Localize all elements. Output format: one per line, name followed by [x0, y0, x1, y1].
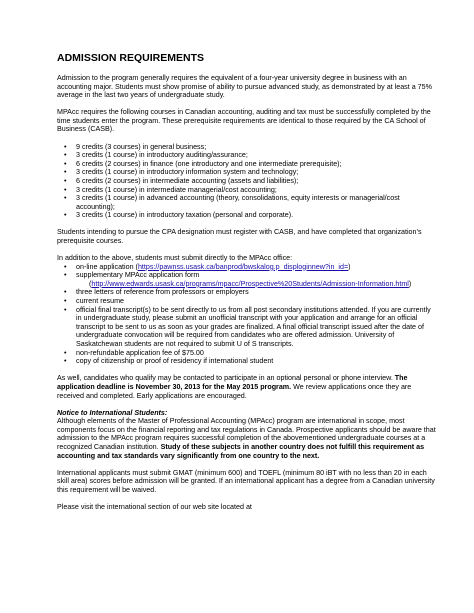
list-item: • 3 credits (1 course) in introductory auditing/assurance;	[57, 151, 438, 160]
deadline-text: The application deadline is November 30, 2013 for the May 2015 program.	[57, 374, 408, 391]
international-heading: Notice to International Students:	[57, 408, 168, 417]
review-text: We review applications once they are received and completed. Early applications are encouraged.	[57, 382, 412, 400]
interview-paragraph	[57, 374, 438, 400]
page-title: ADMISSION REQUIREMENTS	[57, 52, 205, 64]
submit-intro: In addition to the above, students must submit directly to the MPAcc office:	[57, 254, 293, 263]
list-item: • 6 credits (2 courses) in intermediate accounting (assets and liabilities);	[57, 177, 438, 186]
gmat-toefl-paragraph: International applicants must submit GMAT (minimum 600) and TOEFL (minimum 80 iBT with no less than 20 in each skill area) scores before admission will be granted. If an international applicant has a degree from a Canadian university this requirement will be waived.	[57, 468, 435, 494]
cpa-paragraph: Students intending to pursue the CPA designation must register with CASB, and have completed that organization’s prerequisite courses.	[57, 228, 422, 245]
international-notice	[57, 409, 438, 461]
supp-form-label: supplementary MPAcc application form	[76, 271, 200, 280]
list-item: • 9 credits (3 courses) in general business;	[57, 143, 438, 152]
website-paragraph: Please visit the international section of our web site located at	[57, 502, 252, 511]
course-list	[57, 143, 438, 220]
international-text: Although elements of the Master of Professional Accounting (MPAcc) program are international in scope, most components focus on the financial reporting and tax regulations in Canada. Prospective applicants should be aware that admission to the MPAcc program requires successful completion of the abovementioned undergraduate courses at a recognized Canadian institution.	[57, 417, 436, 451]
list-item: • 3 credits (1 course) in advanced accounting (theory, consolidations, equity interests or managerial/cost accounting);	[57, 194, 438, 211]
list-item: • three letters of reference from professors or employers	[57, 288, 438, 297]
list-item: • copy of citizenship or proof of residency if international student	[57, 357, 438, 366]
list-item: • 6 credits (2 courses) in finance (one introductory and one intermediate prerequisite);	[57, 160, 438, 169]
prerequisite-paragraph: MPAcc requires the following courses in Canadian accounting, auditing and tax must be successfully completed by the time students enter the program. These prerequisite requirements are identical to those required by the CA School of Business (CASB).	[57, 108, 431, 134]
list-item: • official final transcript(s) to be sent directly to us from all post secondary institutions attended. If you are currently in undergraduate study, please submit an unofficial transcript with your application and arrange for an official transcript to be sent to us as soon as your grades are finalized. A final official transcript issued after the date of undergraduate convocation will be required from candidates who are offered admission. University of Saskatchewan students are not required to submit U of S transcripts.	[57, 306, 438, 349]
online-application-link[interactable]: https://pawnss.usask.ca/banprod/bwskalog.p_disploginnew?in_id=	[137, 262, 349, 271]
list-item	[57, 263, 438, 272]
international-warning: Study of these subjects in another country does not fulfill this requirement as accounting and tax standards vary significantly from one country to the next.	[57, 442, 425, 460]
list-item: • current resume	[57, 297, 438, 306]
list-item: • supplementary MPAcc application form (http://www.edwards.usask.ca/programs/mpacc/Prospective%20Students/Admission-Information.html)	[57, 271, 438, 288]
online-app-suffix: )	[348, 262, 351, 271]
list-item: • non-refundable application fee of $75.00	[57, 349, 438, 358]
online-app-prefix: on-line application (	[76, 262, 138, 271]
list-item: • 3 credits (1 course) in intermediate managerial/cost accounting;	[57, 186, 438, 195]
list-item: • 3 credits (1 course) in introductory information system and technology;	[57, 168, 438, 177]
supplementary-form-link[interactable]: http://www.edwards.usask.ca/programs/mpacc/Prospective%20Students/Admission-Information.html	[91, 279, 409, 288]
intro-paragraph: Admission to the program generally requires the equivalent of a four-year university degree in business with an accounting major. Students must show promise of ability to pursue advanced study, as demonstrated by at least a 75% average in the last two years of undergraduate study.	[57, 74, 432, 100]
list-item: • 3 credits (1 course) in introductory taxation (personal and corporate).	[57, 211, 438, 220]
submit-list	[57, 263, 438, 366]
interview-text: As well, candidates who qualify may be contacted to participate in an optional personal or phone interview.	[57, 374, 395, 383]
